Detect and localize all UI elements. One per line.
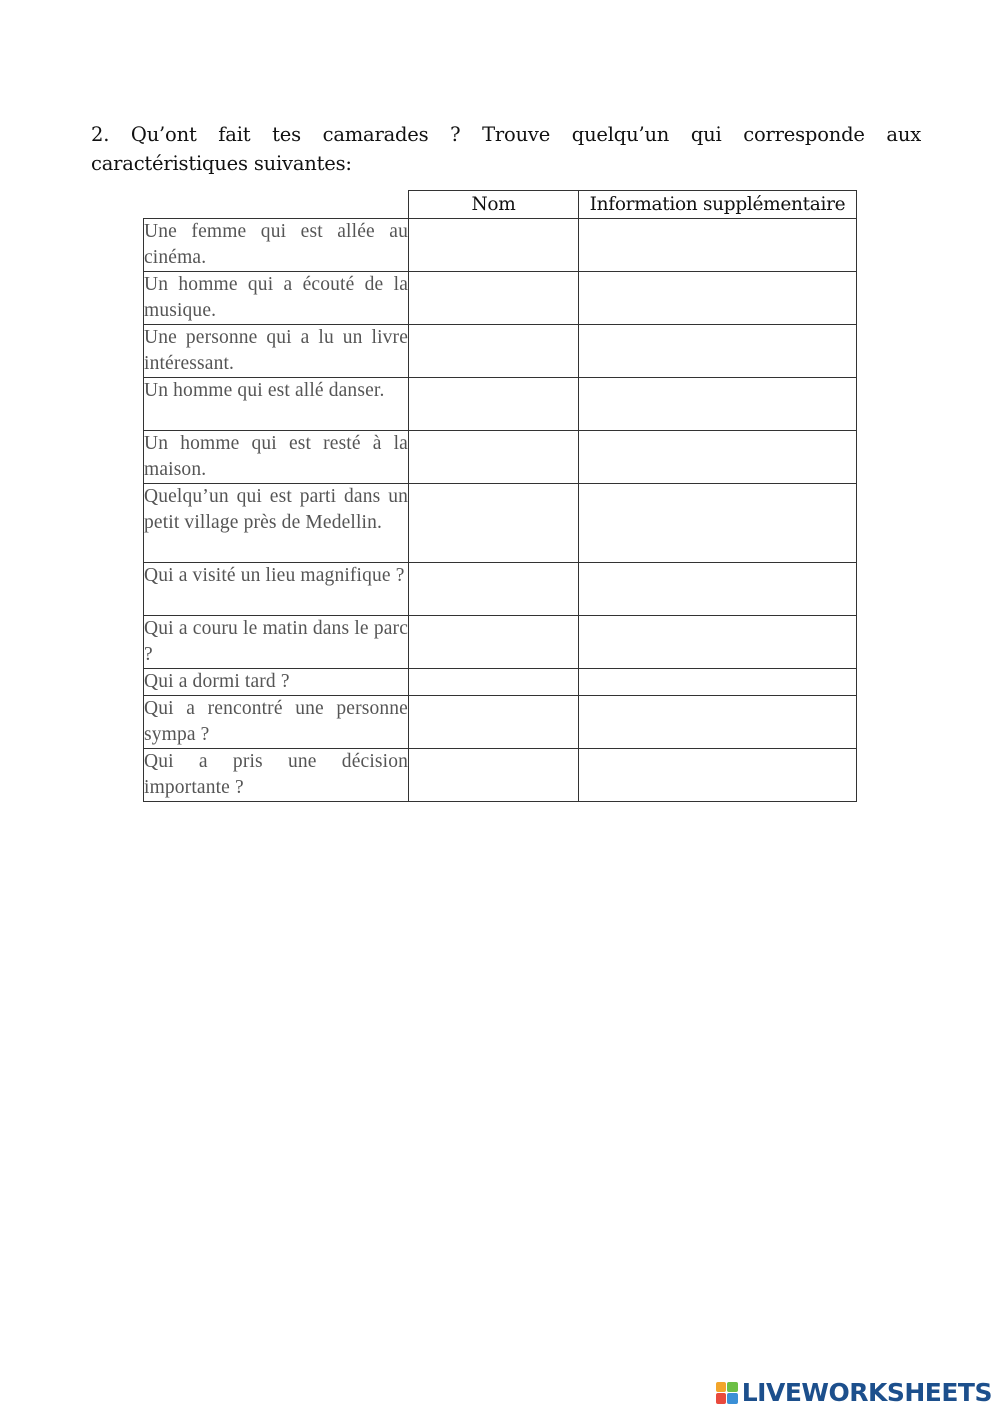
logo-block	[727, 1393, 738, 1404]
table-row	[144, 272, 857, 325]
table-row	[144, 696, 857, 749]
info-answer-cell[interactable]	[579, 563, 857, 616]
nom-answer-cell[interactable]	[409, 272, 579, 325]
info-answer-cell[interactable]	[579, 616, 857, 669]
info-answer-cell[interactable]	[579, 325, 857, 378]
header-information: Information supplémentaire	[579, 191, 857, 219]
logo-text: LIVEWORKSHEETS	[741, 1378, 992, 1407]
activity-table-wrapper	[143, 190, 857, 802]
row-prompt: Un homme qui est resté à la maison.	[144, 431, 409, 484]
row-prompt: Qui a visité un lieu magnifique ?	[144, 563, 409, 616]
table-row	[144, 749, 857, 802]
table-header-row	[144, 191, 857, 219]
exercise-instruction: 2. Qu’ont fait tes camarades ? Trouve quelqu’un qui corresponde aux caractéristiques suivantes:	[91, 123, 921, 175]
nom-answer-cell[interactable]	[409, 749, 579, 802]
activity-table	[143, 190, 857, 802]
nom-answer-cell[interactable]	[409, 563, 579, 616]
logo-block	[716, 1382, 727, 1393]
row-prompt: Un homme qui est allé danser.	[144, 378, 409, 431]
row-prompt: Quelqu’un qui est parti dans un petit village près de Medellin.	[144, 484, 409, 563]
row-prompt: Qui a dormi tard ?	[144, 669, 409, 696]
row-prompt: Un homme qui a écouté de la musique.	[144, 272, 409, 325]
nom-answer-cell[interactable]	[409, 484, 579, 563]
table-row	[144, 484, 857, 563]
row-prompt: Une femme qui est allée au cinéma.	[144, 219, 409, 272]
nom-answer-cell[interactable]	[409, 325, 579, 378]
info-answer-cell[interactable]	[579, 696, 857, 749]
nom-answer-cell[interactable]	[409, 669, 579, 696]
nom-answer-cell[interactable]	[409, 378, 579, 431]
nom-answer-cell[interactable]	[409, 616, 579, 669]
table-row	[144, 669, 857, 696]
header-nom: Nom	[409, 191, 579, 219]
info-answer-cell[interactable]	[579, 272, 857, 325]
nom-answer-cell[interactable]	[409, 219, 579, 272]
row-prompt: Qui a pris une décision importante ?	[144, 749, 409, 802]
logo-blocks-icon	[716, 1382, 738, 1404]
table-row	[144, 378, 857, 431]
info-answer-cell[interactable]	[579, 378, 857, 431]
logo-block	[716, 1393, 727, 1404]
nom-answer-cell[interactable]	[409, 696, 579, 749]
table-row	[144, 616, 857, 669]
info-answer-cell[interactable]	[579, 219, 857, 272]
logo-block	[727, 1382, 738, 1393]
info-answer-cell[interactable]	[579, 431, 857, 484]
info-answer-cell[interactable]	[579, 749, 857, 802]
table-row	[144, 219, 857, 272]
liveworksheets-logo	[716, 1378, 992, 1407]
info-answer-cell[interactable]	[579, 484, 857, 563]
info-answer-cell[interactable]	[579, 669, 857, 696]
header-corner	[144, 191, 409, 219]
row-prompt: Une personne qui a lu un livre intéressant.	[144, 325, 409, 378]
nom-answer-cell[interactable]	[409, 431, 579, 484]
row-prompt: Qui a couru le matin dans le parc ?	[144, 616, 409, 669]
table-row	[144, 325, 857, 378]
row-prompt: Qui a rencontré une personne sympa ?	[144, 696, 409, 749]
table-row	[144, 431, 857, 484]
table-row	[144, 563, 857, 616]
